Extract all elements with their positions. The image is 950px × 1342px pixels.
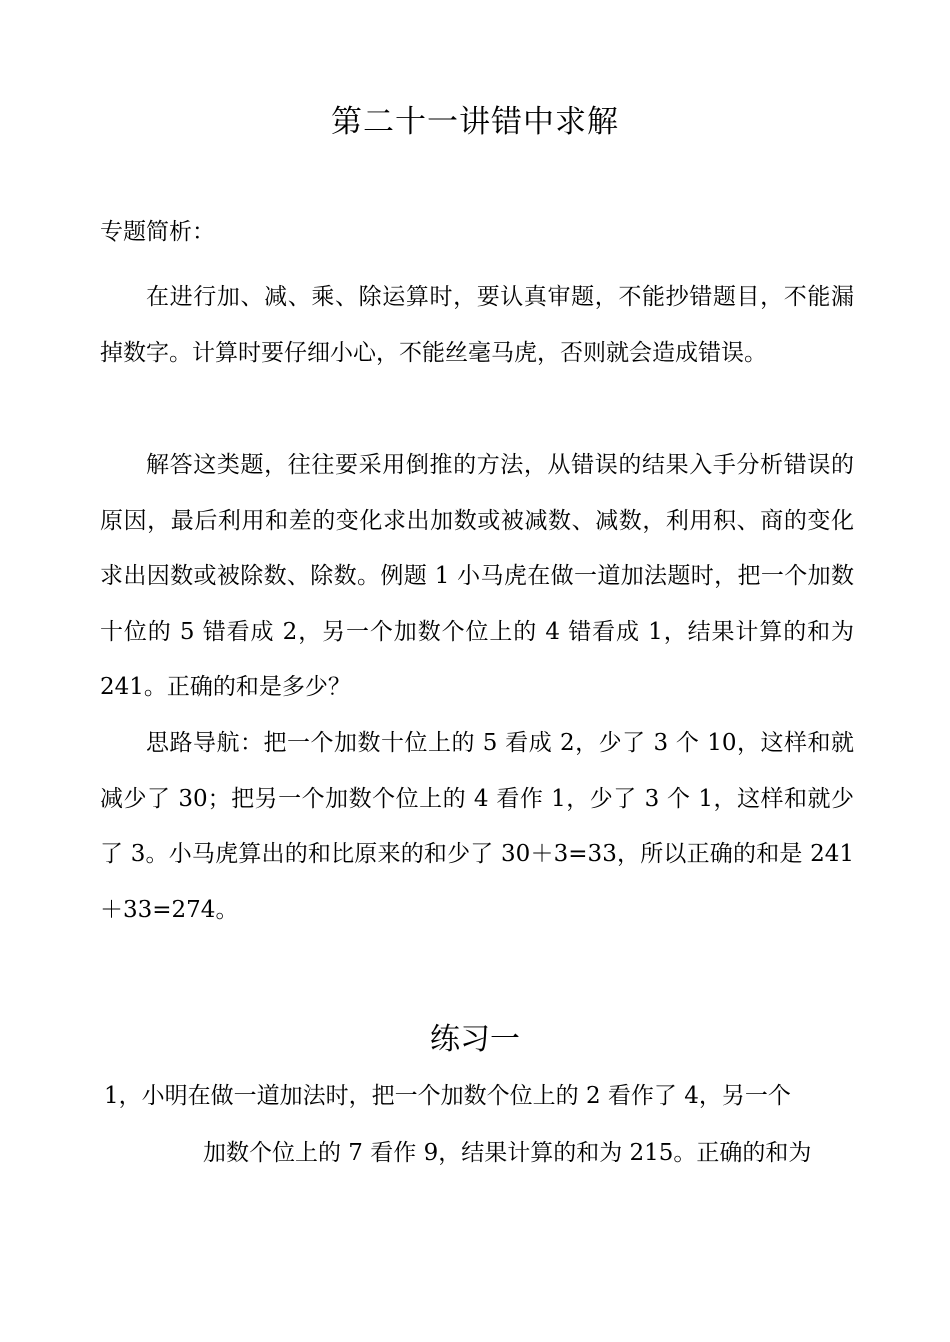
paragraph-method-example: 解答这类题，往往要采用倒推的方法，从错误的结果入手分析错误的原因，最后利用和差的变化求出加数或被减数、减数，利用积、商的变化求出因数或被除数、除数。例题 1 小马虎在做一道加法题时，把一个加数十位的 5 错看成 2，另一个加数个位上的 4 错看成 1，结果计算的和为 241。正确的和是多少？ xyxy=(100,452,854,700)
document-title: 第二十一讲错中求解 xyxy=(331,104,619,140)
exercise-question-1-line-1: 1，小明在做一道加法时，把一个加数个位上的 2 看作了 4，另一个 xyxy=(104,1083,791,1109)
paragraph-intro: 在进行加、减、乘、除运算时，要认真审题，不能抄错题目，不能漏掉数字。计算时要仔细小心，不能丝毫马虎，否则就会造成错误。 xyxy=(100,284,854,366)
paragraph-solution-guide: 思路导航：把一个加数十位上的 5 看成 2，少了 3 个 10，这样和就减少了 30；把另一个加数个位上的 4 看作 1，少了 3 个 1，这样和就少了 3。小马虎算出的和比原来的和少了 30＋3=33，所以正确的和是 241＋33=274。 xyxy=(100,730,854,923)
exercise-question-1-line-2: 加数个位上的 7 看作 9，结果计算的和为 215。正确的和为 xyxy=(203,1140,812,1166)
exercise-heading: 练习一 xyxy=(430,1022,520,1057)
section-label: 专题简析： xyxy=(100,219,215,245)
